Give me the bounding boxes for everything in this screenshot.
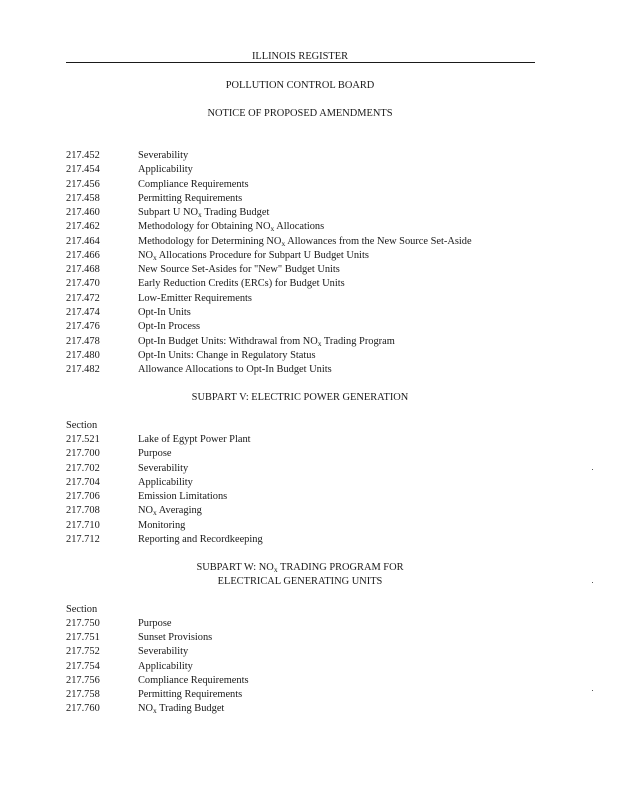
notice-title: NOTICE OF PROPOSED AMENDMENTS — [207, 108, 393, 119]
section-number: 217.702 — [66, 462, 100, 474]
section-title: New Source Set-Asides for "New" Budget Units — [138, 264, 340, 276]
section-row — [66, 702, 224, 716]
scan-speck — [592, 690, 593, 691]
section-title: Severability — [138, 150, 189, 161]
section-title — [138, 336, 395, 347]
section-row — [66, 688, 242, 702]
section-row — [66, 149, 188, 163]
section-row — [66, 617, 171, 631]
section-title: Applicability — [138, 660, 193, 672]
section-number: 217.468 — [66, 264, 100, 276]
section-row — [66, 645, 188, 659]
section-number: 217.470 — [66, 278, 100, 290]
subscript-x: x — [198, 210, 202, 220]
section-number: 217.454 — [66, 164, 100, 176]
section-title: Lake of Egypt Power Plant — [138, 434, 251, 445]
section-row — [66, 533, 263, 547]
section-number: 217.462 — [66, 221, 100, 233]
section-row — [66, 462, 188, 476]
section-title: Early Reduction Credits (ERCs) for Budget Units — [138, 278, 345, 290]
subpart-w-heading-pre: SUBPART W: NO — [196, 562, 274, 573]
section-title: Permitting Requirements — [138, 192, 243, 204]
section-number: 217.708 — [66, 505, 100, 517]
section-number: 217.756 — [66, 674, 100, 686]
section-row — [66, 447, 171, 461]
section-row — [66, 277, 345, 291]
section-title: Opt-In Units: Change in Regulatory Status — [138, 349, 316, 361]
section-title — [138, 236, 472, 247]
section-title-text: Methodology for Obtaining NO — [138, 221, 271, 233]
section-title: Applicability — [138, 476, 193, 488]
section-title: Applicability — [138, 164, 193, 176]
section-row — [66, 504, 202, 518]
section-number: 217.700 — [66, 448, 100, 460]
section-row — [66, 178, 249, 192]
header-rule — [66, 62, 535, 63]
section-title: Severability — [138, 646, 189, 658]
section-row — [66, 660, 193, 674]
section-row — [66, 490, 227, 504]
section-title — [138, 505, 202, 516]
subscript-x: x — [270, 224, 275, 234]
section-number: 217.521 — [66, 434, 100, 445]
section-title — [138, 221, 324, 232]
section-title: Sunset Provisions — [138, 632, 213, 644]
section-number: 217.758 — [66, 689, 100, 700]
section-number: 217.706 — [66, 491, 100, 503]
section-title: Purpose — [138, 448, 172, 460]
section-title: Low-Emitter Requirements — [138, 292, 252, 304]
section-number: 217.458 — [66, 192, 100, 204]
section-title: Compliance Requirements — [138, 178, 249, 190]
section-number: 217.456 — [66, 178, 100, 190]
section-row — [66, 476, 193, 490]
subpart-w-heading — [0, 561, 600, 575]
section-row — [66, 206, 269, 220]
section-row — [66, 235, 472, 249]
section-number: 217.754 — [66, 660, 100, 672]
section-row — [66, 249, 369, 263]
section-number: 217.704 — [66, 476, 100, 488]
section-title-text: Averaging — [156, 505, 202, 517]
section-title: Permitting Requirements — [138, 689, 243, 700]
register-header: ILLINOIS REGISTER — [251, 51, 349, 62]
section-row — [66, 292, 252, 306]
scan-speck — [592, 582, 593, 583]
section-title: Severability — [138, 462, 189, 474]
section-row — [66, 306, 191, 320]
section-number: 217.760 — [66, 703, 100, 715]
section-title: Emission Limitations — [138, 491, 228, 503]
section-title-text: Trading Budget — [156, 703, 225, 715]
section-title — [138, 207, 269, 218]
section-row — [66, 349, 316, 363]
section-title: Opt-In Process — [138, 321, 201, 333]
section-row — [66, 674, 249, 688]
section-title-text: Trading Budget — [201, 207, 270, 219]
section-row — [66, 335, 395, 349]
subscript-x: x — [153, 706, 157, 716]
subpart-v-section-label: Section — [66, 420, 98, 431]
section-number: 217.478 — [66, 335, 100, 347]
subscript-x: x — [281, 238, 286, 248]
section-title-text: Subpart U NO — [138, 207, 199, 219]
subscript-x: x — [153, 252, 157, 262]
board-title: POLLUTION CONTROL BOARD — [225, 80, 375, 91]
section-number: 217.452 — [66, 150, 100, 161]
subpart-w-heading-line2: ELECTRICAL GENERATING UNITS — [217, 576, 383, 587]
section-title-text: NO — [138, 703, 154, 715]
section-number: 217.482 — [66, 364, 100, 376]
section-number: 217.750 — [66, 618, 100, 629]
section-number: 217.464 — [66, 235, 100, 247]
subpart-v-heading: SUBPART V: ELECTRIC POWER GENERATION — [191, 392, 409, 403]
section-number: 217.476 — [66, 321, 100, 333]
section-title — [138, 250, 369, 261]
section-title: Reporting and Recordkeeping — [138, 534, 263, 546]
section-title-text: Methodology for Determining NO — [138, 235, 282, 247]
section-number: 217.712 — [66, 534, 100, 546]
section-title-text: Allocations Procedure for Subpart U Budget Units — [156, 249, 369, 261]
section-row — [66, 220, 324, 234]
section-title: Allowance Allocations to Opt-In Budget Units — [138, 364, 332, 376]
subpart-w-heading-sub: x — [273, 565, 278, 574]
section-row — [66, 163, 193, 177]
section-number: 217.751 — [66, 632, 100, 644]
section-number: 217.710 — [66, 519, 100, 531]
section-title-text: Opt-In Budget Units: Withdrawal from NO — [138, 335, 318, 347]
subscript-x: x — [317, 338, 322, 348]
section-title: Monitoring — [138, 519, 186, 531]
section-title-text: NO — [138, 249, 154, 261]
section-number: 217.460 — [66, 207, 100, 219]
section-row — [66, 363, 332, 377]
section-number: 217.474 — [66, 306, 100, 318]
section-title-text: Allocations — [274, 221, 325, 233]
section-row — [66, 519, 185, 533]
section-title-text: NO — [138, 505, 154, 517]
section-title — [138, 703, 224, 714]
section-row — [66, 320, 200, 334]
subpart-w-heading-post: TRADING PROGRAM FOR — [277, 562, 404, 573]
section-number: 217.752 — [66, 646, 100, 658]
section-row — [66, 631, 212, 645]
section-row — [66, 192, 242, 206]
section-row — [66, 263, 340, 277]
section-number: 217.466 — [66, 249, 100, 261]
section-title: Opt-In Units — [138, 306, 191, 318]
subpart-w-section-label: Section — [66, 604, 98, 615]
scan-speck — [592, 469, 593, 470]
section-row — [66, 433, 251, 447]
section-number: 217.480 — [66, 349, 100, 361]
section-title-text: Trading Program — [321, 335, 395, 347]
section-title: Purpose — [138, 618, 172, 629]
subscript-x: x — [153, 508, 157, 518]
section-title-text: Allowances from the New Source Set-Aside — [285, 235, 472, 247]
section-number: 217.472 — [66, 292, 100, 304]
section-title: Compliance Requirements — [138, 674, 249, 686]
